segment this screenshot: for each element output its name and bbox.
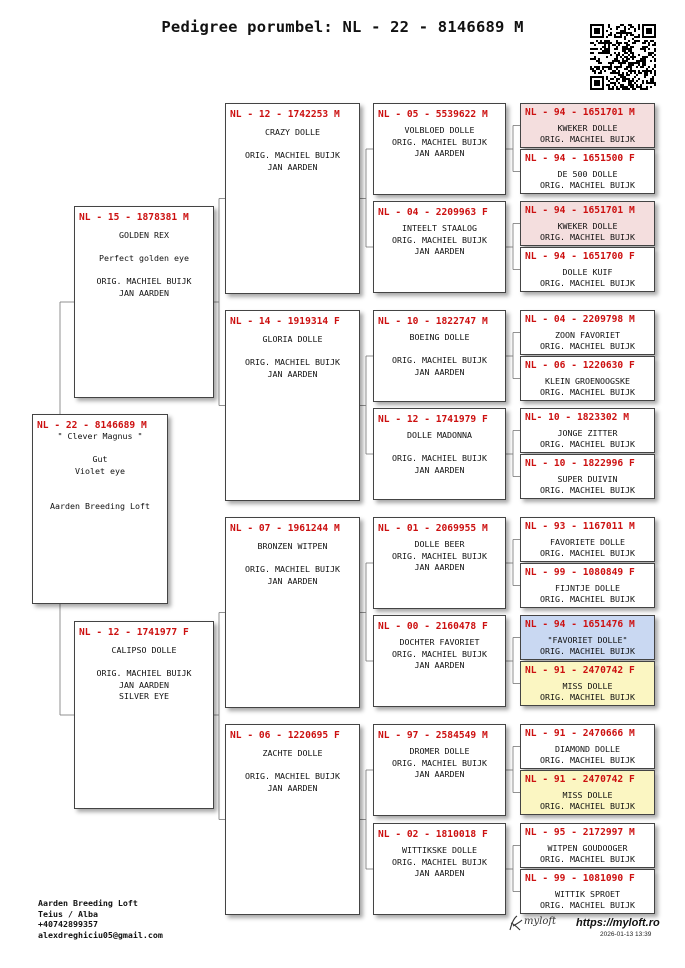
- detail-line: SILVER EYE: [119, 691, 169, 702]
- great-grandparent-card[interactable]: [373, 103, 506, 195]
- detail-line: ORIG. MACHIEL BUIJK: [540, 180, 635, 190]
- subject-pigeon-card[interactable]: [32, 414, 168, 604]
- detail-line: ORIG. MACHIEL BUIJK: [392, 550, 487, 561]
- pigeon-details: [374, 845, 505, 880]
- great-great-grandparent-card[interactable]: [520, 103, 655, 148]
- detail-line: Gut: [92, 454, 108, 465]
- great-great-grandparent-card[interactable]: [520, 661, 655, 706]
- detail-line: [75, 265, 213, 277]
- great-great-grandparent-card[interactable]: [520, 724, 655, 769]
- ring-number: NL - 12 - 1741979 F: [378, 414, 488, 425]
- page-title: Pedigree porumbel: NL - 22 - 8146689 M: [161, 18, 524, 36]
- pigeon-details: [374, 125, 505, 160]
- ring-number: NL - 93 - 1167011 M: [525, 521, 635, 532]
- great-great-grandparent-card[interactable]: [520, 454, 655, 499]
- detail-line: JAN AARDEN: [414, 769, 465, 780]
- great-grandparent-card[interactable]: [373, 201, 506, 293]
- detail-line: DOLLE BEER: [414, 539, 465, 549]
- ring-number: NL - 97 - 2584549 M: [378, 730, 488, 741]
- detail-line: [226, 139, 359, 151]
- detail-line: JAN AARDEN: [267, 161, 318, 172]
- detail-line: MISS DOLLE: [562, 681, 613, 691]
- detail-line: KWEKER DOLLE: [557, 221, 618, 231]
- detail-line: ORIG. MACHIEL BUIJK: [540, 387, 635, 397]
- detail-line: [33, 489, 167, 501]
- detail-line: GOLDEN REX: [119, 230, 169, 240]
- detail-line: KWEKER DOLLE: [557, 123, 618, 133]
- great-great-grandparent-card[interactable]: [520, 408, 655, 453]
- great-grandparent-card[interactable]: [373, 823, 506, 915]
- ring-number: NL - 07 - 1961244 M: [230, 523, 340, 534]
- detail-line: "FAVORIET DOLLE": [547, 635, 628, 645]
- pigeon-details: [374, 539, 505, 574]
- detail-line: WITTIKSKE DOLLE: [402, 845, 477, 855]
- dam-card[interactable]: [74, 621, 214, 809]
- detail-line: Perfect golden eye: [99, 253, 189, 264]
- pigeon-details: [521, 123, 654, 145]
- pigeon-details: [521, 428, 654, 450]
- grandparent-card[interactable]: [225, 517, 360, 708]
- ring-number: NL - 02 - 1810018 F: [378, 829, 488, 840]
- detail-line: DIAMOND DOLLE: [555, 744, 620, 754]
- owner-email: alexdreghiciu05@gmail.com: [38, 929, 163, 940]
- detail-line: JONGE ZITTER: [557, 428, 618, 438]
- myloft-logo-icon: [508, 914, 524, 932]
- detail-line: ORIG. MACHIEL BUIJK: [540, 232, 635, 242]
- pigeon-details: [521, 169, 654, 191]
- detail-line: ZACHTE DOLLE: [262, 748, 323, 758]
- detail-line: ORIG. MACHIEL BUIJK: [540, 801, 635, 811]
- ring-number: NL - 00 - 2160478 F: [378, 621, 488, 632]
- owner-info: [38, 898, 163, 940]
- detail-line: WITPEN GOUDOOGER: [547, 843, 628, 853]
- detail-line: BRONZEN WITPEN: [257, 541, 328, 551]
- pigeon-details: [374, 746, 505, 781]
- ring-number: NL - 06 - 1220630 F: [525, 360, 635, 371]
- owner-name: Aarden Breeding Loft: [38, 898, 138, 908]
- detail-line: JAN AARDEN: [414, 366, 465, 377]
- pigeon-details: [374, 332, 505, 378]
- detail-line: BOEING DOLLE: [409, 332, 470, 342]
- great-great-grandparent-card[interactable]: [520, 770, 655, 815]
- detail-line: ORIG. MACHIEL BUIJK: [392, 453, 487, 464]
- pigeon-details: [226, 748, 359, 794]
- pigeon-details: [521, 474, 654, 496]
- website-link[interactable]: https://myloft.ro: [576, 917, 660, 929]
- great-grandparent-card[interactable]: [373, 615, 506, 707]
- detail-line: [374, 344, 505, 356]
- brand-name: myloft: [524, 916, 557, 927]
- great-great-grandparent-card[interactable]: [520, 615, 655, 660]
- detail-line: JAN AARDEN: [267, 368, 318, 379]
- detail-line: SUPER DUIVIN: [557, 474, 618, 484]
- detail-line: ORIG. MACHIEL BUIJK: [392, 856, 487, 867]
- pigeon-details: [521, 889, 654, 911]
- ring-number: NL - 15 - 1878381 M: [79, 212, 189, 223]
- detail-line: [226, 346, 359, 358]
- detail-line: ORIG. MACHIEL BUIJK: [540, 692, 635, 702]
- detail-line: [33, 477, 167, 489]
- detail-line: [33, 443, 167, 455]
- pigeon-details: [75, 230, 213, 300]
- detail-line: Aarden Breeding Loft: [50, 500, 150, 511]
- great-great-grandparent-card[interactable]: [520, 356, 655, 401]
- ring-number: NL - 91 - 2470742 F: [525, 774, 635, 785]
- ring-number: NL - 04 - 2209963 F: [378, 207, 488, 218]
- detail-line: JAN AARDEN: [414, 464, 465, 475]
- ring-number: NL- 10 - 1823302 M: [525, 412, 629, 423]
- pigeon-details: [374, 223, 505, 258]
- grandparent-card[interactable]: [225, 103, 360, 294]
- owner-location: Teius / Alba: [38, 908, 98, 919]
- pigeon-details: [521, 635, 654, 657]
- ring-number: NL - 94 - 1651500 F: [525, 153, 635, 164]
- ring-number: NL - 10 - 1822996 F: [525, 458, 635, 469]
- detail-line: Violet eye: [75, 465, 125, 476]
- detail-line: DOLLE KUIF: [562, 267, 613, 277]
- pigeon-details: [521, 843, 654, 865]
- pigeon-details: [521, 583, 654, 605]
- ring-number: NL - 94 - 1651701 M: [525, 205, 635, 216]
- detail-line: DE 500 DOLLE: [557, 169, 618, 179]
- great-great-grandparent-card[interactable]: [520, 201, 655, 246]
- detail-line: ORIG. MACHIEL BUIJK: [245, 357, 340, 368]
- detail-line: INTEELT STAALOG: [402, 223, 477, 233]
- detail-line: [75, 242, 213, 254]
- grandparent-card[interactable]: [225, 310, 360, 501]
- ring-number: NL - 99 - 1081090 F: [525, 873, 635, 884]
- detail-line: ORIG. MACHIEL BUIJK: [96, 668, 192, 679]
- detail-line: JAN AARDEN: [267, 782, 318, 793]
- great-great-grandparent-card[interactable]: [520, 517, 655, 562]
- detail-line: JAN AARDEN: [414, 246, 465, 257]
- detail-line: DOLLE MADONNA: [407, 430, 472, 440]
- pigeon-details: [374, 430, 505, 476]
- detail-line: ORIG. MACHIEL BUIJK: [392, 234, 487, 245]
- detail-line: ZOON FAVORIET: [555, 330, 620, 340]
- ring-number: NL - 01 - 2069955 M: [378, 523, 488, 534]
- detail-line: JAN AARDEN: [414, 868, 465, 879]
- ring-number: NL - 99 - 1080849 F: [525, 567, 635, 578]
- detail-line: FIJNTJE DOLLE: [555, 583, 620, 593]
- pigeon-details: [226, 334, 359, 380]
- detail-line: ORIG. MACHIEL BUIJK: [392, 136, 487, 147]
- great-grandparent-card[interactable]: [373, 724, 506, 816]
- detail-line: CALIPSO DOLLE: [111, 645, 177, 655]
- detail-line: ORIG. MACHIEL BUIJK: [540, 278, 635, 288]
- ring-number: NL - 94 - 1651476 M: [525, 619, 635, 630]
- detail-line: GLORIA DOLLE: [262, 334, 323, 344]
- detail-line: ORIG. MACHIEL BUIJK: [540, 439, 635, 449]
- sire-card[interactable]: [74, 206, 214, 398]
- detail-line: JAN AARDEN: [414, 660, 465, 671]
- pigeon-details: [33, 431, 167, 512]
- ring-number: NL - 22 - 8146689 M: [37, 420, 147, 431]
- great-great-grandparent-card[interactable]: [520, 869, 655, 914]
- pigeon-details: [521, 537, 654, 559]
- detail-line: JAN AARDEN: [119, 287, 169, 298]
- detail-line: ORIG. MACHIEL BUIJK: [540, 134, 635, 144]
- ring-number: NL - 95 - 2172997 M: [525, 827, 635, 838]
- detail-line: ORIG. MACHIEL BUIJK: [540, 755, 635, 765]
- detail-line: ORIG. MACHIEL BUIJK: [540, 341, 635, 351]
- ring-number: NL - 94 - 1651701 M: [525, 107, 635, 118]
- detail-line: " Clever Magnus ": [57, 431, 143, 441]
- ring-number: NL - 06 - 1220695 F: [230, 730, 340, 741]
- detail-line: ORIG. MACHIEL BUIJK: [245, 771, 340, 782]
- grandparent-card[interactable]: [225, 724, 360, 915]
- detail-line: JAN AARDEN: [414, 562, 465, 573]
- pigeon-details: [521, 376, 654, 398]
- detail-line: [226, 760, 359, 772]
- detail-line: KLEIN GROENOOGSKE: [545, 376, 630, 386]
- great-grandparent-card[interactable]: [373, 310, 506, 402]
- pigeon-details: [374, 637, 505, 672]
- pigeon-details: [521, 790, 654, 812]
- detail-line: JAN AARDEN: [119, 679, 169, 690]
- detail-line: [226, 553, 359, 565]
- ring-number: NL - 91 - 2470742 F: [525, 665, 635, 676]
- detail-line: [75, 657, 213, 669]
- great-great-grandparent-card[interactable]: [520, 823, 655, 868]
- ring-number: NL - 05 - 5539622 M: [378, 109, 488, 120]
- detail-line: ORIG. MACHIEL BUIJK: [96, 276, 192, 287]
- pigeon-details: [521, 330, 654, 352]
- detail-line: ORIG. MACHIEL BUIJK: [392, 757, 487, 768]
- ring-number: NL - 14 - 1919314 F: [230, 316, 340, 327]
- detail-line: ORIG. MACHIEL BUIJK: [392, 648, 487, 659]
- ring-number: NL - 04 - 2209798 M: [525, 314, 635, 325]
- detail-line: ORIG. MACHIEL BUIJK: [540, 854, 635, 864]
- detail-line: MISS DOLLE: [562, 790, 613, 800]
- pigeon-details: [226, 127, 359, 173]
- great-great-grandparent-card[interactable]: [520, 310, 655, 355]
- detail-line: ORIG. MACHIEL BUIJK: [540, 646, 635, 656]
- great-grandparent-card[interactable]: [373, 517, 506, 609]
- detail-line: DOCHTER FAVORIET: [399, 637, 480, 647]
- detail-line: [374, 442, 505, 454]
- detail-line: DROMER DOLLE: [409, 746, 470, 756]
- detail-line: ORIG. MACHIEL BUIJK: [245, 564, 340, 575]
- great-great-grandparent-card[interactable]: [520, 247, 655, 292]
- detail-line: WITTIK SPROET: [555, 889, 620, 899]
- ring-number: NL - 91 - 2470666 M: [525, 728, 635, 739]
- detail-line: JAN AARDEN: [267, 575, 318, 586]
- pigeon-details: [75, 645, 213, 703]
- ring-number: NL - 10 - 1822747 M: [378, 316, 488, 327]
- detail-line: CRAZY DOLLE: [265, 127, 320, 137]
- detail-line: ORIG. MACHIEL BUIJK: [245, 150, 340, 161]
- pigeon-details: [521, 221, 654, 243]
- great-great-grandparent-card[interactable]: [520, 149, 655, 194]
- detail-line: ORIG. MACHIEL BUIJK: [540, 485, 635, 495]
- great-grandparent-card[interactable]: [373, 408, 506, 500]
- detail-line: VOLBLOED DOLLE: [404, 125, 475, 135]
- detail-line: ORIG. MACHIEL BUIJK: [392, 355, 487, 366]
- pigeon-details: [521, 681, 654, 703]
- detail-line: ORIG. MACHIEL BUIJK: [540, 594, 635, 604]
- pigeon-details: [521, 267, 654, 289]
- detail-line: ORIG. MACHIEL BUIJK: [540, 900, 635, 910]
- detail-line: ORIG. MACHIEL BUIJK: [540, 548, 635, 558]
- detail-line: FAVORIETE DOLLE: [550, 537, 625, 547]
- great-great-grandparent-card[interactable]: [520, 563, 655, 608]
- print-date: 2026-01-13 13:39: [600, 931, 652, 938]
- owner-phone: +40742899357: [38, 919, 98, 929]
- ring-number: NL - 94 - 1651700 F: [525, 251, 635, 262]
- pigeon-details: [521, 744, 654, 766]
- detail-line: JAN AARDEN: [414, 148, 465, 159]
- ring-number: NL - 12 - 1741977 F: [79, 627, 189, 638]
- ring-number: NL - 12 - 1742253 M: [230, 109, 340, 120]
- pigeon-details: [226, 541, 359, 587]
